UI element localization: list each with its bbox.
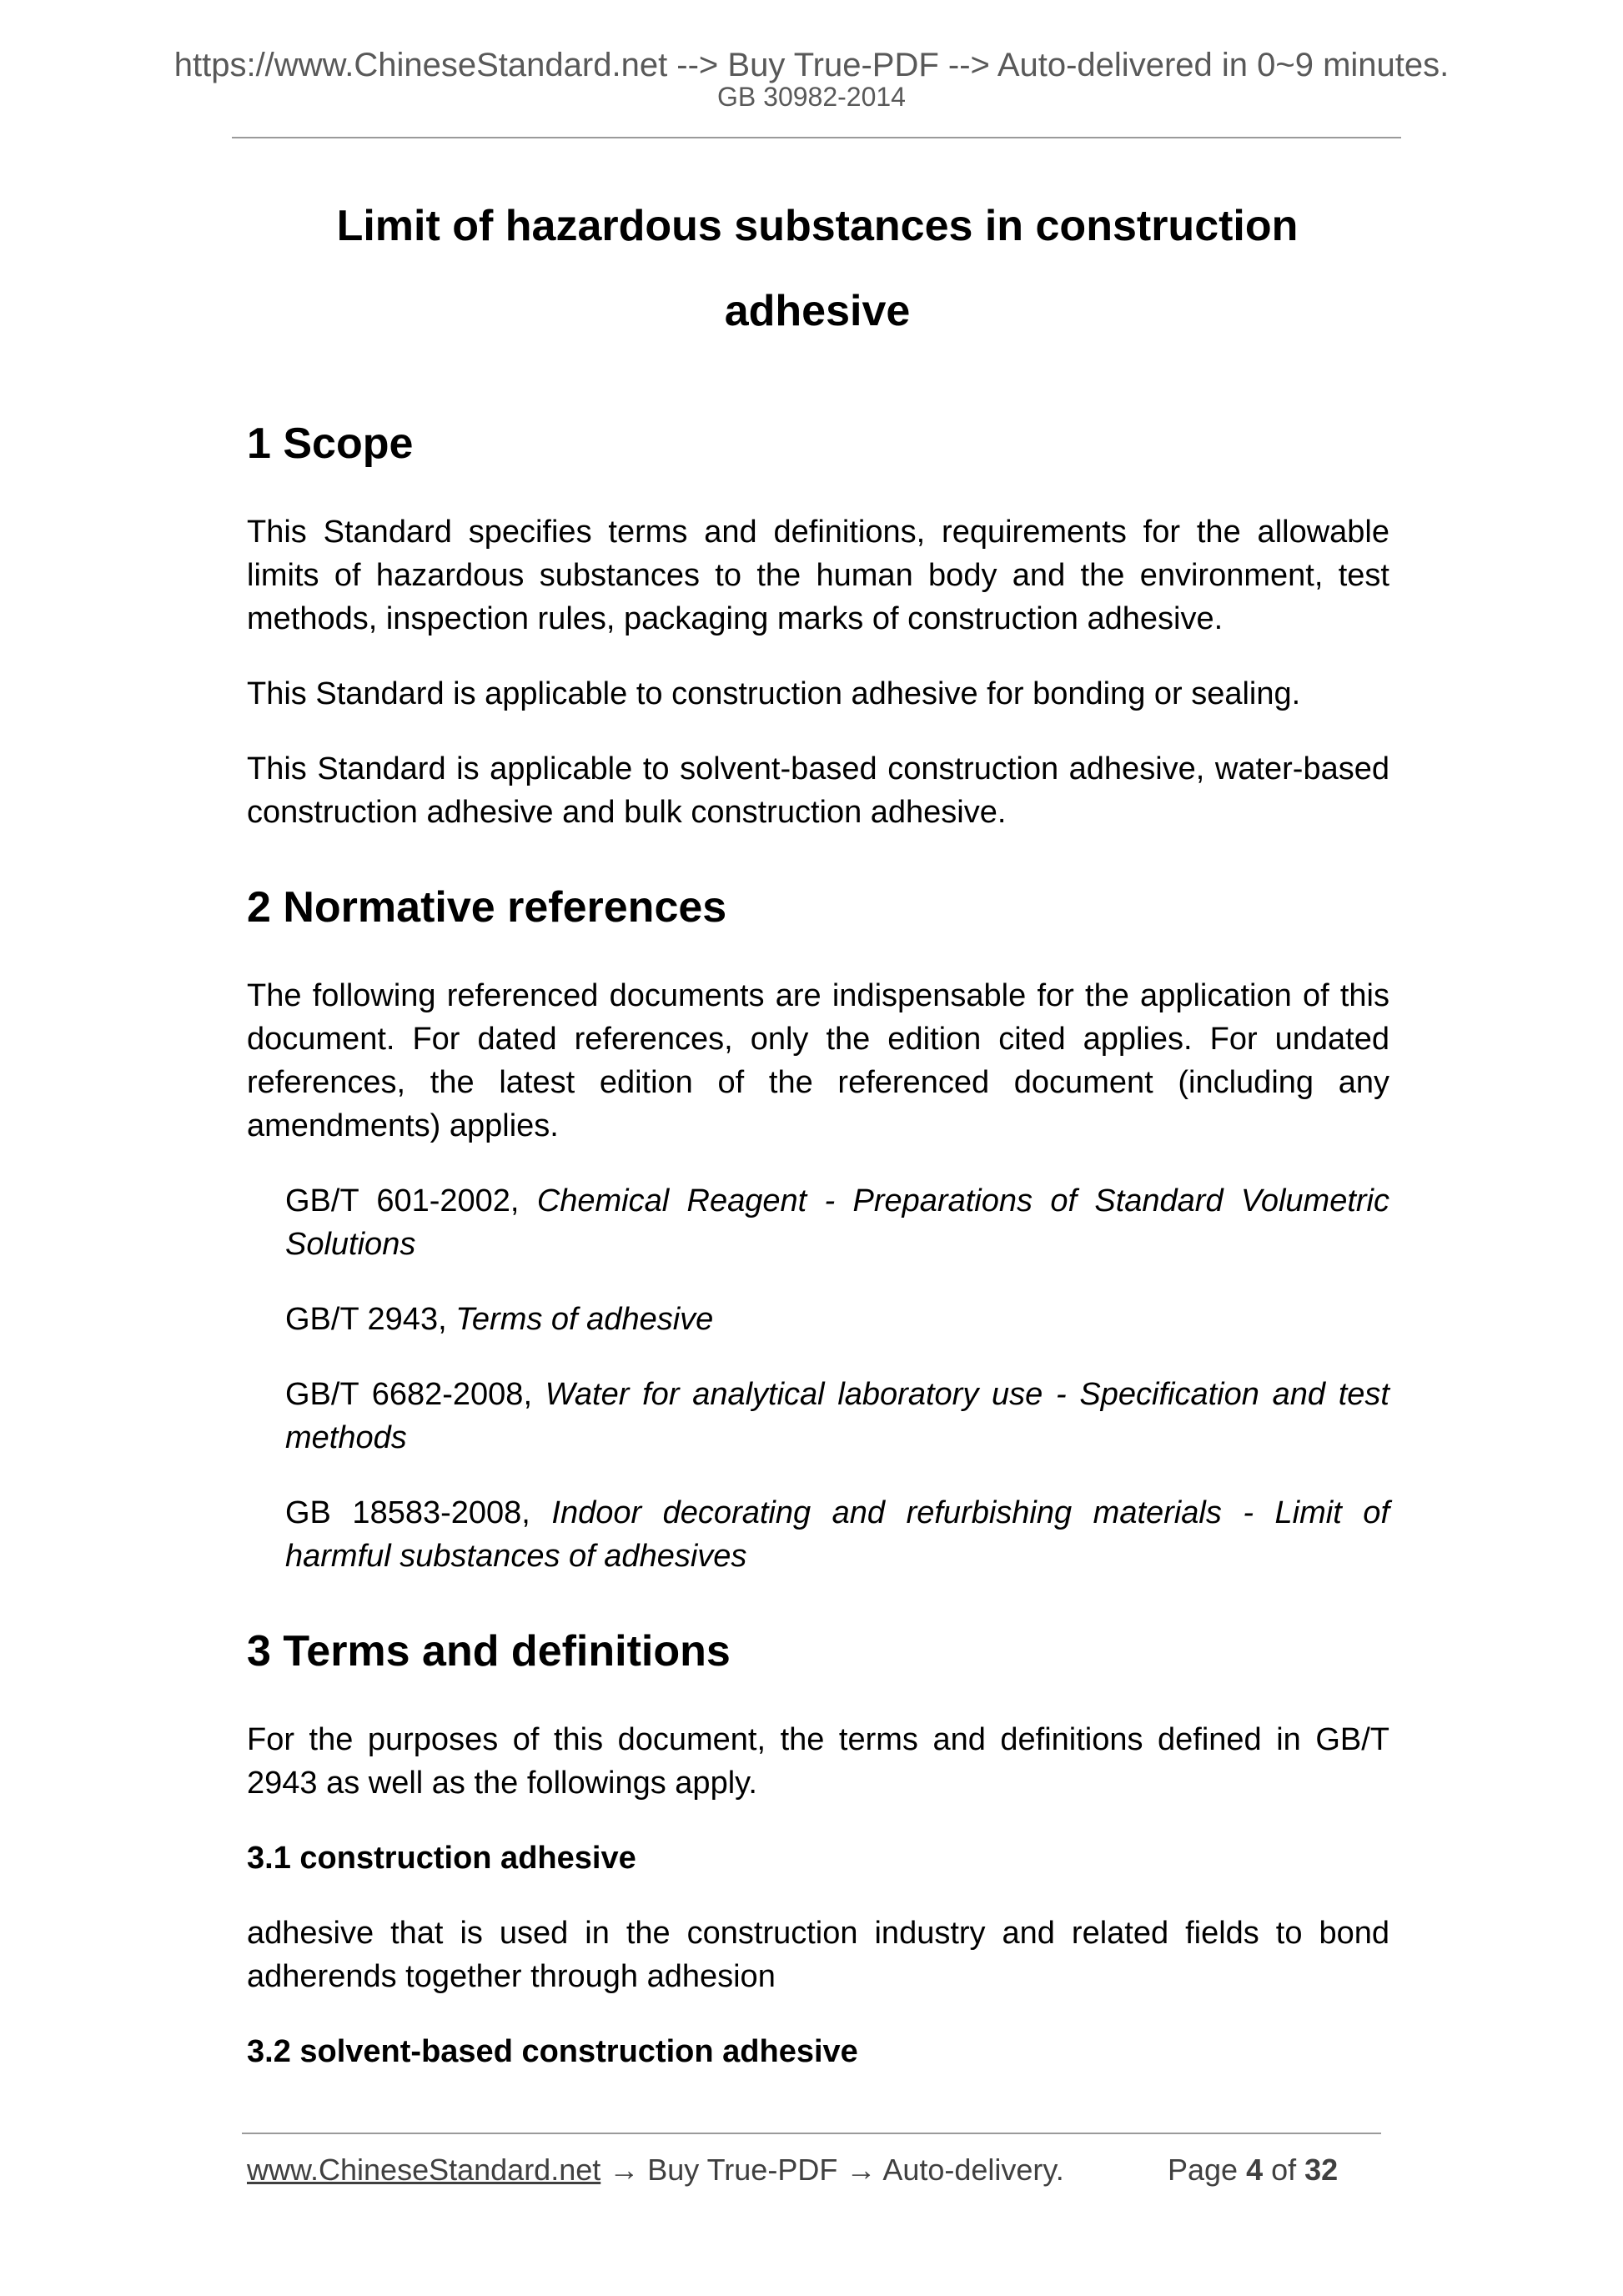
footer-divider [242, 2133, 1381, 2134]
of-label: of [1263, 2153, 1305, 2187]
footer-promo-text: → Buy True-PDF → Auto-delivery. [600, 2153, 1064, 2187]
total-pages: 32 [1304, 2153, 1339, 2187]
reference-item [285, 1298, 1389, 1341]
header-divider [232, 137, 1401, 138]
title-line-1: Limit of hazardous substances in construction [336, 202, 1299, 250]
reference-item [285, 1179, 1389, 1266]
reference-title: Water for analytical laboratory use - Specification and test methods [285, 1377, 1389, 1455]
reference-code: GB/T 6682-2008, [285, 1377, 545, 1412]
scope-paragraph-2: This Standard is applicable to construction adhesive for bonding or sealing. [247, 676, 1301, 711]
standard-code: GB 30982-2014 [717, 82, 906, 112]
terms-intro: For the purposes of this document, the terms and definitions defined in GB/T 2943 as well as the followings apply. [247, 1722, 1389, 1801]
term-heading-3-1: 3.1 construction adhesive [247, 1841, 636, 1876]
scope-paragraph-3: This Standard is applicable to solvent-based construction adhesive, water-based construction adhesive and bulk construction adhesive. [247, 751, 1389, 830]
reference-item [285, 1373, 1389, 1459]
reference-code: GB/T 2943, [285, 1302, 456, 1337]
section-heading-scope: 1 Scope [247, 420, 414, 468]
title-line-2: adhesive [724, 287, 911, 335]
reference-item [285, 1491, 1389, 1578]
document-title [200, 183, 1435, 354]
footer-promo [247, 2150, 1064, 2190]
term-definition-3-1: adhesive that is used in the construction industry and related fields to bond adherends together through adhesion [247, 1916, 1389, 1994]
section-heading-terms-definitions: 3 Terms and definitions [247, 1627, 731, 1676]
footer-site-link[interactable]: www.ChineseStandard.net [247, 2153, 601, 2187]
page-indicator [1168, 2150, 1338, 2190]
reference-title: Terms of adhesive [455, 1302, 714, 1337]
scope-paragraph-1: This Standard specifies terms and definitions, requirements for the allowable limits of hazardous substances to the human body and the environment, test methods, inspection rules, packaging marks of construction adhesive. [247, 515, 1389, 636]
reference-code: GB 18583-2008, [285, 1495, 552, 1530]
page-label: Page [1168, 2153, 1247, 2187]
section-heading-normative-references: 2 Normative references [247, 883, 727, 932]
reference-title: Chemical Reagent - Preparations of Standard Volumetric Solutions [285, 1183, 1390, 1262]
main-content [247, 417, 1389, 2105]
header-banner: https://www.ChineseStandard.net --> Buy True-PDF --> Auto-delivered in 0~9 minutes. [173, 47, 1450, 83]
reference-code: GB/T 601-2002, [285, 1183, 537, 1218]
page-number: 4 [1246, 2153, 1264, 2187]
references-intro: The following referenced documents are indispensable for the application of this document. For dated references, only the edition cited applies. For undated references, the latest edition of the referenced document (including any amendments) applies. [247, 978, 1389, 1143]
reference-title: Indoor decorating and refurbishing materials - Limit of harmful substances of adhesives [285, 1495, 1389, 1574]
term-heading-3-2: 3.2 solvent-based construction adhesive [247, 2034, 858, 2069]
